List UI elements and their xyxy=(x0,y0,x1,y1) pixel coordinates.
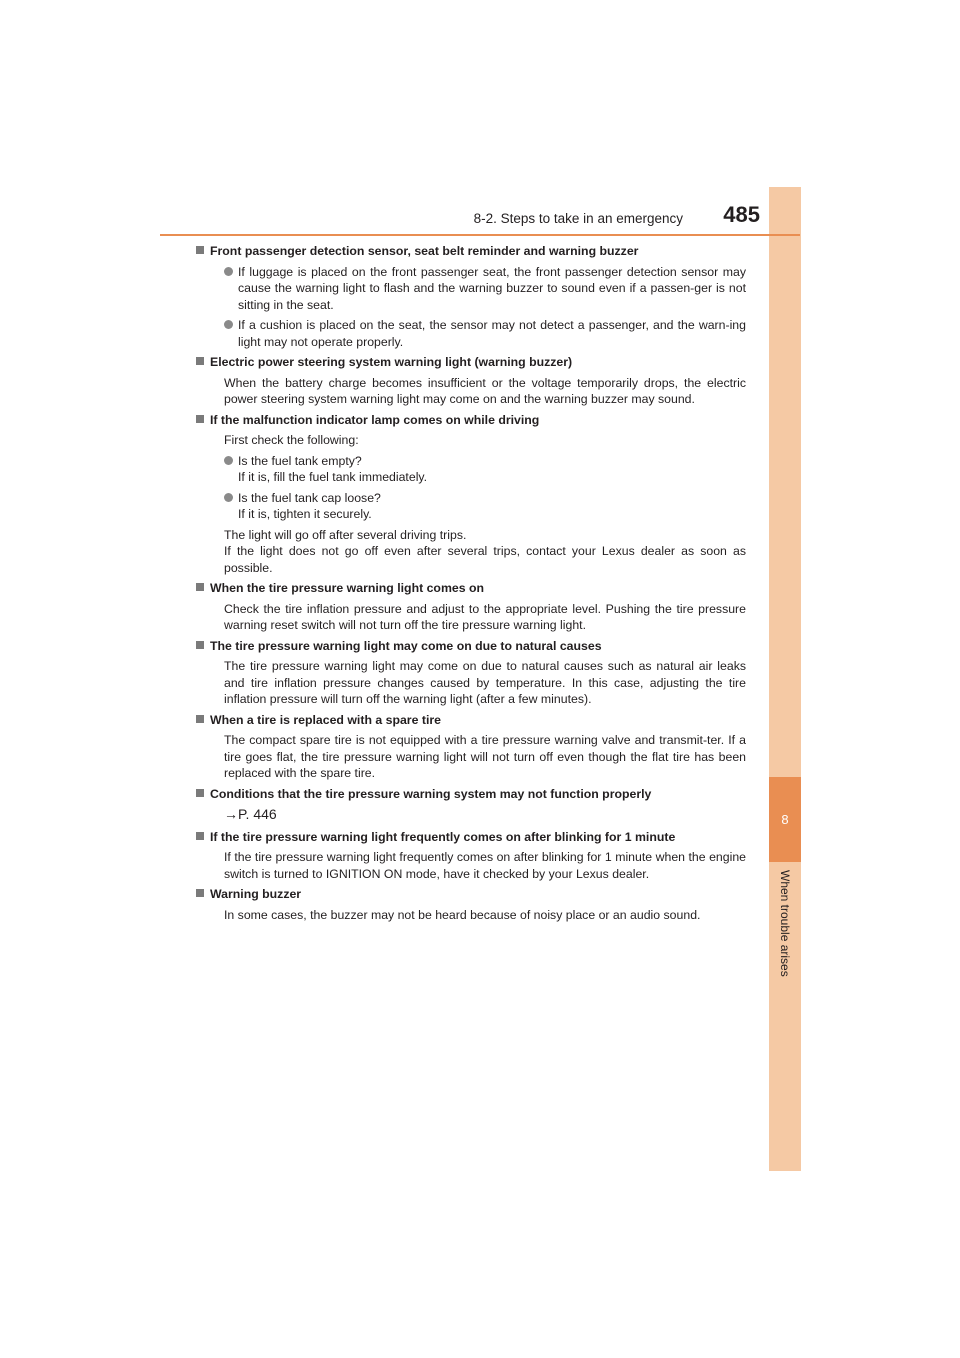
section-natural-causes xyxy=(210,638,746,708)
chapter-title: When trouble arises xyxy=(778,870,792,977)
section-heading: Electric power steering system warning light (warning buzzer) xyxy=(210,354,746,371)
square-bullet-icon xyxy=(196,357,204,365)
circle-bullet-icon xyxy=(224,493,233,502)
square-bullet-icon xyxy=(196,715,204,723)
section-title: 8-2. Steps to take in an emergency xyxy=(473,211,683,226)
section-warning-buzzer xyxy=(210,886,746,923)
section-body: In some cases, the buzzer may not be heard because of noisy place or an audio sound. xyxy=(224,907,701,922)
section-heading: The tire pressure warning light may come on due to natural causes xyxy=(210,638,746,655)
section-body: Check the tire inflation pressure and adjust to the appropriate level. Pushing the tire pressure warning reset switch will not turn off the tire pressure warning light. xyxy=(224,601,746,632)
chapter-number: 8 xyxy=(781,812,789,827)
section-intro: First check the following: xyxy=(224,433,359,447)
section-body: The tire pressure warning light may come on due to natural causes such as natural air leaks and tire inflation pressure changes caused by temperature. In this case, adjusting the tire inflation pressure will turn off the warning light (after a few minutes). xyxy=(224,659,746,706)
section-spare-tire xyxy=(210,712,746,782)
page-number: 485 xyxy=(723,202,760,227)
section-body: When the battery charge becomes insufficient or the voltage temporarily drops, the electric power steering system warning light may come on and the warning buzzer may sound. xyxy=(224,375,746,406)
page-header xyxy=(160,200,800,236)
section-heading: Warning buzzer xyxy=(210,886,746,903)
circle-bullet-icon xyxy=(224,267,233,276)
section-outro: The light will go off after several driving trips. xyxy=(224,527,467,542)
square-bullet-icon xyxy=(196,415,204,423)
square-bullet-icon xyxy=(196,889,204,897)
section-body: The compact spare tire is not equipped with a tire pressure warning valve and transmit-ter. If a tire goes flat, the tire pressure warning light will not turn off even though the flat tire has been replaced with the spare tire. xyxy=(224,733,746,780)
section-tire-warning-on xyxy=(210,580,746,634)
chapter-side-tab xyxy=(769,187,801,1171)
list-item: Is the fuel tank cap loose? If it is, tighten it securely. xyxy=(238,490,746,523)
square-bullet-icon xyxy=(196,583,204,591)
page-content xyxy=(210,243,746,927)
section-heading: Conditions that the tire pressure warning system may not function properly xyxy=(210,786,746,803)
circle-bullet-icon xyxy=(224,456,233,465)
square-bullet-icon xyxy=(196,789,204,797)
list-item: If luggage is placed on the front passenger seat, the front passenger detection sensor may cause the warning light to flash and the warning buzzer to sound even if a passen-ger is not sitting in the seat. xyxy=(238,264,746,314)
section-body: If the tire pressure warning light frequently comes on after blinking for 1 minute when the engine switch is turned to IGNITION ON mode, have it checked by your Lexus dealer. xyxy=(224,850,746,881)
section-power-steering xyxy=(210,354,746,408)
circle-bullet-icon xyxy=(224,320,233,329)
section-frequent-blinking xyxy=(210,829,746,883)
section-malfunction-lamp xyxy=(210,412,746,577)
section-heading: When a tire is replaced with a spare tire xyxy=(210,712,746,729)
chapter-number-tab[interactable] xyxy=(769,777,801,862)
square-bullet-icon xyxy=(196,641,204,649)
section-conditions xyxy=(210,786,746,823)
section-heading: When the tire pressure warning light comes on xyxy=(210,580,746,597)
square-bullet-icon xyxy=(196,246,204,254)
section-passenger-sensor xyxy=(210,243,746,350)
section-heading: If the tire pressure warning light frequently comes on after blinking for 1 minute xyxy=(210,829,746,846)
section-heading: If the malfunction indicator lamp comes on while driving xyxy=(210,412,746,429)
section-outro-2: If the light does not go off even after several trips, contact your Lexus dealer as soon as possible. xyxy=(224,544,746,575)
list-item: Is the fuel tank empty? If it is, fill the fuel tank immediately. xyxy=(238,453,746,486)
square-bullet-icon xyxy=(196,832,204,840)
page-reference-link[interactable]: →P. 446 xyxy=(224,806,277,822)
section-heading: Front passenger detection sensor, seat belt reminder and warning buzzer xyxy=(210,243,746,260)
list-item: If a cushion is placed on the seat, the sensor may not detect a passenger, and the warn-ing light may not operate properly. xyxy=(238,317,746,350)
